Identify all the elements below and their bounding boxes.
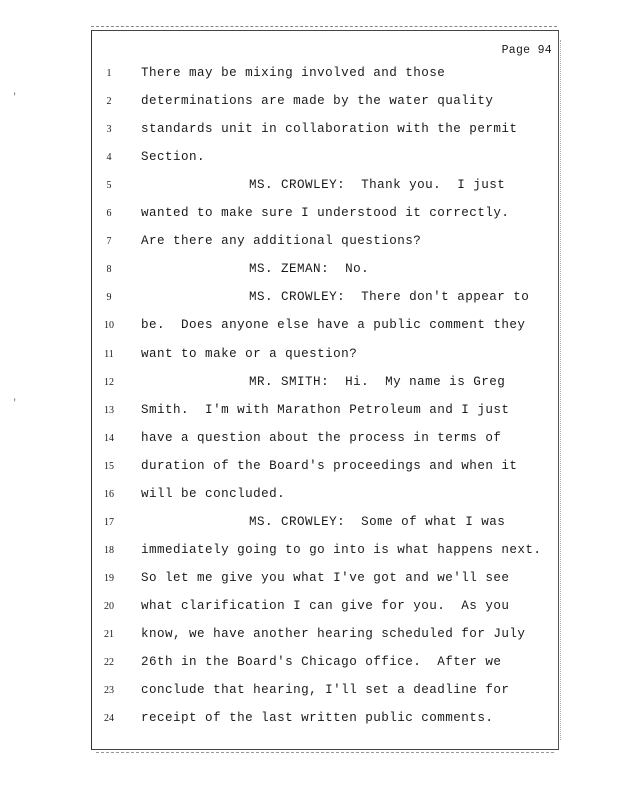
transcript-line: Are there any additional questions?: [141, 234, 422, 249]
speaker-line: MR. SMITH: Hi. My name is Greg: [249, 374, 506, 389]
transcript-line: wanted to make sure I understood it correctly.: [141, 206, 510, 221]
line-number: 8: [106, 264, 112, 276]
speaker-line: MS. ZEMAN: No.: [249, 262, 370, 277]
line-number: 9: [106, 292, 112, 304]
line-number: 19: [104, 572, 114, 584]
line-number: 12: [104, 376, 114, 388]
line-number: 20: [104, 600, 114, 612]
transcript-line: be. Does anyone else have a public comment they: [141, 318, 526, 333]
transcript-line: conclude that hearing, I'll set a deadline for: [141, 683, 510, 698]
transcript-line: Smith. I'm with Marathon Petroleum and I just: [141, 402, 510, 417]
line-number: 4: [106, 152, 112, 164]
speaker-line: MS. CROWLEY: Some of what I was: [249, 514, 506, 529]
transcript-line: Section.: [141, 150, 206, 165]
transcript-line: want to make or a question?: [141, 346, 358, 361]
transcript-line: standards unit in collaboration with the permit: [141, 122, 518, 137]
line-number: 1: [106, 68, 112, 79]
line-number: 18: [104, 544, 114, 556]
transcript-line: will be concluded.: [141, 486, 286, 501]
line-number: 11: [104, 348, 114, 360]
left-margin-mark: ': [12, 398, 18, 408]
line-number: 13: [104, 404, 114, 416]
speaker-line: MS. CROWLEY: Thank you. I just: [249, 178, 506, 193]
line-number: 7: [106, 236, 112, 248]
speaker-line: MS. CROWLEY: There don't appear to: [249, 290, 530, 305]
transcript-line: know, we have another hearing scheduled for July: [141, 627, 526, 641]
transcript-line: receipt of the last written public comments.: [141, 711, 494, 726]
bottom-scan-rule: [96, 752, 554, 753]
transcript-line: determinations are made by the water quality: [141, 94, 494, 109]
transcript-line: There may be mixing involved and those: [141, 66, 446, 80]
line-number: 5: [106, 180, 112, 192]
line-number: 15: [104, 460, 114, 472]
line-number: 6: [106, 208, 112, 220]
line-number: 3: [106, 124, 112, 136]
line-number: 24: [104, 713, 114, 725]
line-number: 21: [104, 629, 114, 640]
top-scan-rule: [91, 26, 557, 27]
left-margin-mark: ': [12, 92, 18, 102]
right-scan-fringe: [560, 40, 561, 740]
line-number: 22: [104, 657, 114, 669]
transcript-line: what clarification I can give for you. As you: [141, 598, 510, 613]
transcript-page-frame: [91, 30, 559, 750]
line-number: 17: [104, 516, 114, 528]
transcript-line: 26th in the Board's Chicago office. After we: [141, 655, 502, 670]
transcript-line: have a question about the process in terms of: [141, 430, 502, 445]
line-number: 16: [104, 488, 114, 500]
transcript-line: So let me give you what I've got and we'll see: [141, 570, 510, 585]
line-number: 14: [104, 432, 114, 444]
line-number: 10: [104, 320, 114, 332]
line-number: 23: [104, 685, 114, 697]
line-number: 2: [106, 96, 112, 108]
transcript-line: duration of the Board's proceedings and when it: [141, 458, 518, 473]
page-number: Page 94: [501, 44, 552, 57]
transcript-line: immediately going to go into is what happens next.: [141, 542, 542, 557]
